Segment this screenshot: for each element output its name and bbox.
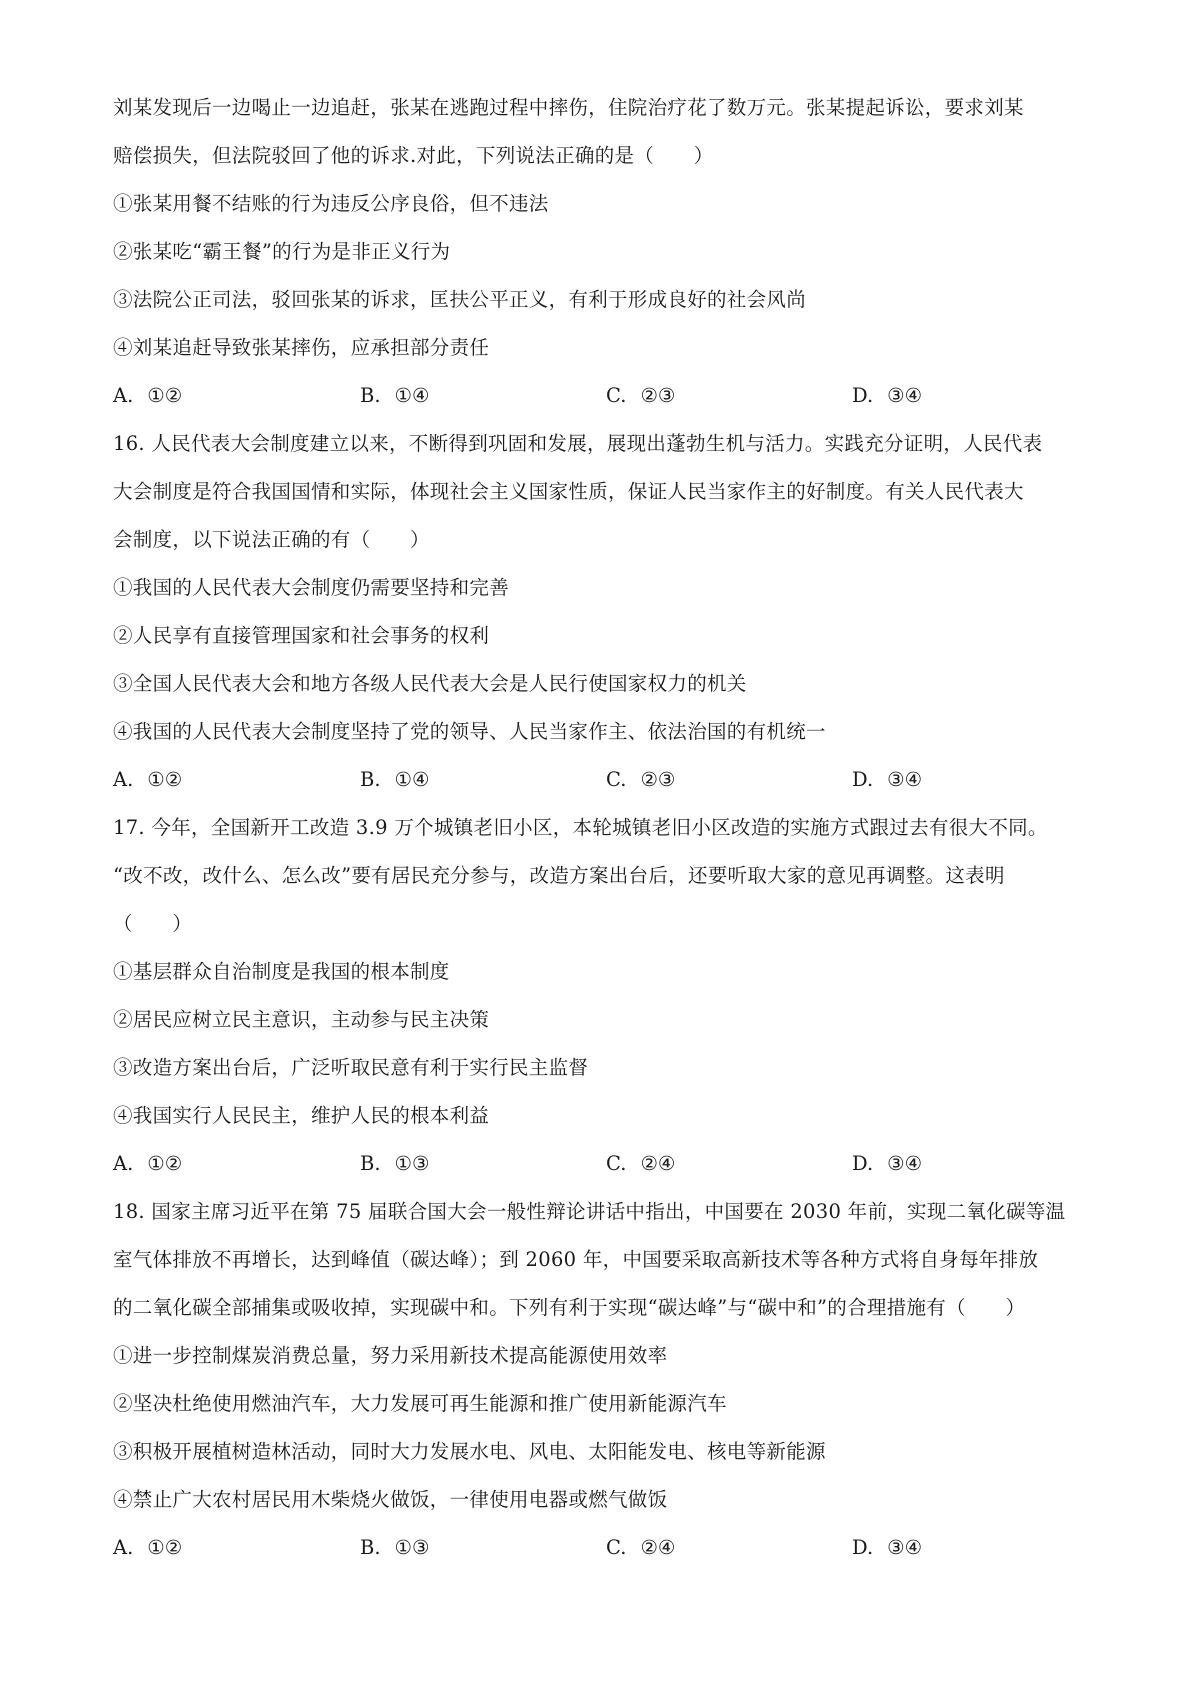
question-stem-line: 室气体排放不再增长，达到峰值（碳达峰）；到 2060 年，中国要采取高新技术等各种方式将自身每年排放 xyxy=(113,1248,1039,1271)
statement-item: ④我国的人民代表大会制度坚持了党的领导、人民当家作主、依法治国的有机统一 xyxy=(113,720,826,743)
question-stem-line: 18. 国家主席习近平在第 75 届联合国大会一般性辩论讲话中指出，中国要在 2030 年前，实现二氧化碳等温 xyxy=(113,1200,1066,1223)
answer-options xyxy=(113,381,1103,411)
option-a: A. ①② xyxy=(113,1152,183,1175)
option-b: B. ①④ xyxy=(360,768,430,791)
question-stem-line: 刘某发现后一边喝止一边追赶，张某在逃跑过程中摔伤，住院治疗花了数万元。张某提起诉讼，要求刘某 xyxy=(113,96,1024,119)
statement-item: ③改造方案出台后，广泛听取民意有利于实行民主监督 xyxy=(113,1056,589,1079)
statement-item: ①基层群众自治制度是我国的根本制度 xyxy=(113,960,450,983)
question-stem-line: （ ） xyxy=(113,912,193,935)
statement-item: ①张某用餐不结账的行为违反公序良俗，但不违法 xyxy=(113,192,549,215)
statement-item: ④我国实行人民民主，维护人民的根本利益 xyxy=(113,1104,490,1127)
statement-item: ①进一步控制煤炭消费总量，努力采用新技术提高能源使用效率 xyxy=(113,1344,668,1367)
statement-item: ③法院公正司法，驳回张某的诉求，匡扶公平正义，有利于形成良好的社会风尚 xyxy=(113,288,807,311)
option-a: A. ①② xyxy=(113,768,183,791)
statement-item: ③全国人民代表大会和地方各级人民代表大会是人民行使国家权力的机关 xyxy=(113,672,747,695)
answer-options xyxy=(113,765,1103,795)
question-stem-line: 大会制度是符合我国国情和实际，体现社会主义国家性质，保证人民当家作主的好制度。有关人民代表大 xyxy=(113,480,1024,503)
option-d: D. ③④ xyxy=(852,384,923,407)
answer-options xyxy=(113,1533,1103,1563)
option-c: C. ②③ xyxy=(606,768,676,791)
statement-item: ②张某吃“霸王餐”的行为是非正义行为 xyxy=(113,240,451,263)
statement-item: ④禁止广大农村居民用木柴烧火做饭，一律使用电器或燃气做饭 xyxy=(113,1488,668,1511)
option-c: C. ②④ xyxy=(606,1536,676,1559)
option-b: B. ①③ xyxy=(360,1536,430,1559)
statement-item: ①我国的人民代表大会制度仍需要坚持和完善 xyxy=(113,576,510,599)
statement-item: ③积极开展植树造林活动，同时大力发展水电、风电、太阳能发电、核电等新能源 xyxy=(113,1440,826,1463)
statement-item: ②人民享有直接管理国家和社会事务的权利 xyxy=(113,624,490,647)
option-d: D. ③④ xyxy=(852,1152,923,1175)
statement-item: ④刘某追赶导致张某摔伤，应承担部分责任 xyxy=(113,336,490,359)
question-stem-line: 赔偿损失，但法院驳回了他的诉求.对此，下列说法正确的是（ ） xyxy=(113,144,714,167)
answer-options xyxy=(113,1149,1103,1179)
question-stem-line: 17. 今年，全国新开工改造 3.9 万个城镇老旧小区，本轮城镇老旧小区改造的实施方式跟过去有很大不同。 xyxy=(113,816,1048,839)
option-c: C. ②④ xyxy=(606,1152,676,1175)
statement-item: ②坚决杜绝使用燃油汽车，大力发展可再生能源和推广使用新能源汽车 xyxy=(113,1392,727,1415)
option-c: C. ②③ xyxy=(606,384,676,407)
option-a: A. ①② xyxy=(113,1536,183,1559)
option-b: B. ①④ xyxy=(360,384,430,407)
question-stem-line: 会制度，以下说法正确的有（ ） xyxy=(113,528,430,551)
statement-item: ②居民应树立民主意识，主动参与民主决策 xyxy=(113,1008,490,1031)
option-d: D. ③④ xyxy=(852,1536,923,1559)
option-d: D. ③④ xyxy=(852,768,923,791)
option-b: B. ①③ xyxy=(360,1152,430,1175)
option-a: A. ①② xyxy=(113,384,183,407)
question-stem-line: 的二氧化碳全部捕集或吸收掉，实现碳中和。下列有利于实现“碳达峰”与“碳中和”的合理措施有（ ） xyxy=(113,1296,1026,1319)
question-stem-line: “改不改，改什么、怎么改”要有居民充分参与，改造方案出台后，还要听取大家的意见再调整。这表明 xyxy=(113,864,1005,887)
question-stem-line: 16. 人民代表大会制度建立以来，不断得到巩固和发展，展现出蓬勃生机与活力。实践充分证明，人民代表 xyxy=(113,432,1043,455)
